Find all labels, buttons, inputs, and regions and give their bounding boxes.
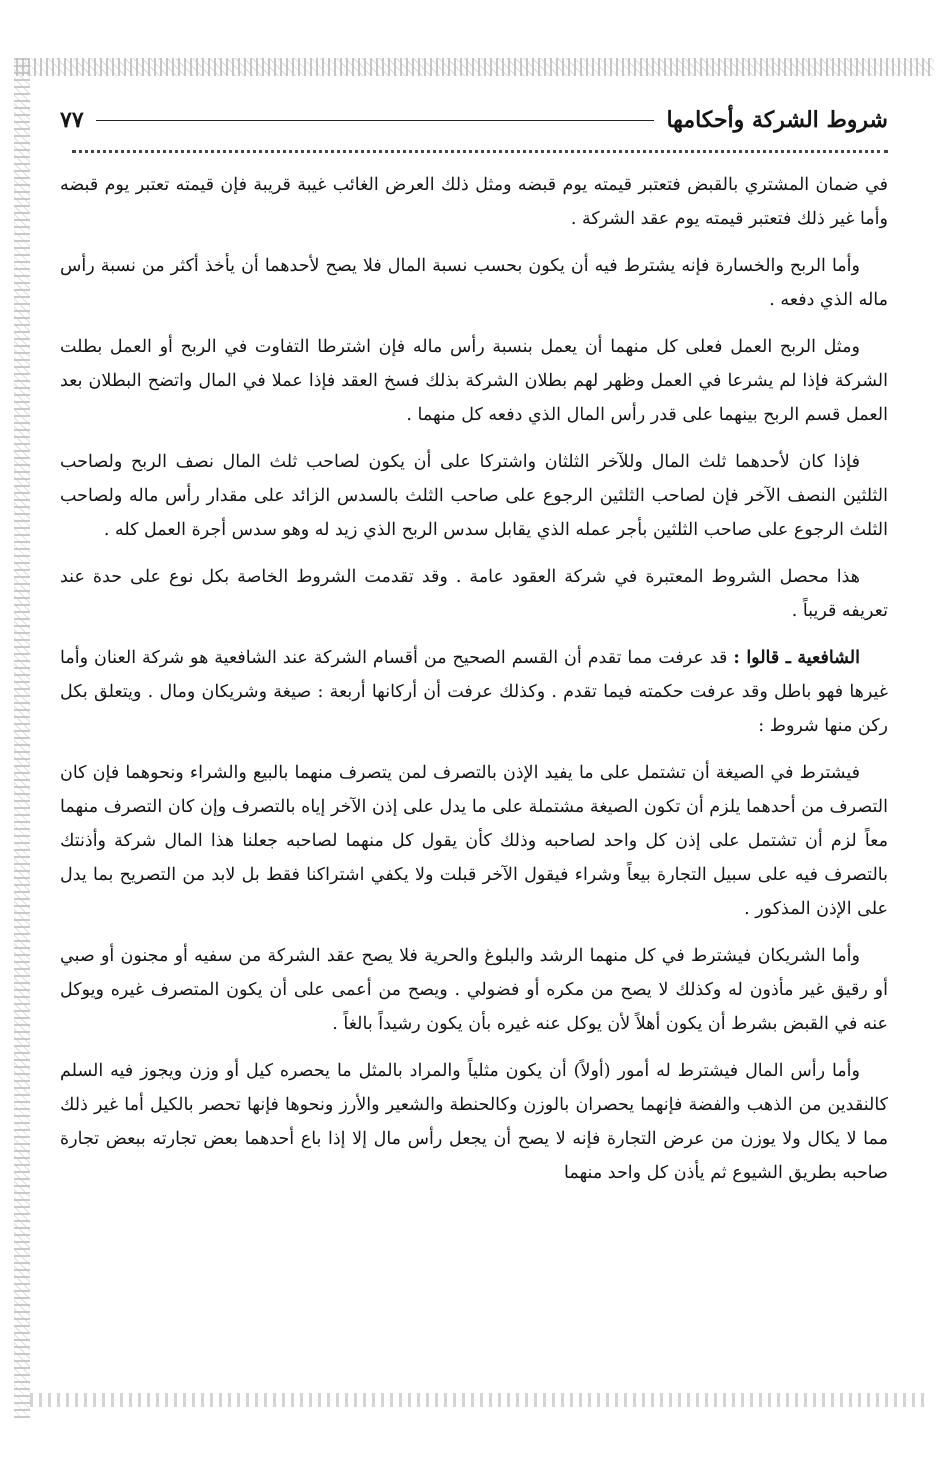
running-title: شروط الشركة وأحكامها	[666, 107, 888, 133]
paragraph-text: فيشترط في الصيغة أن تشتمل على ما يفيد الإذن بالتصرف لمن يتصرف منهما بالبيع والشراء ونحوهما فإن كان التصرف من أحدهما يلزم أن تكون الصيغة مشتملة على ما يدل على إذن الآخر إياه بالتصرف وإن كان التصرف منهما معاً لزم أن تشتمل على إذن كل واحد لصاحبه وذلك كأن يقول كل منهما لصاحبه جعلنا هذا المال شركة وأذنتك بالتصرف فيه على سبيل التجارة بيعاً وشراء فيقول الآخر قبلت ولا يكفي اشتراكنا فقط بل لابد من التصريح بما يدل على الإذن المذكور .	[60, 763, 888, 919]
decorative-border-left	[14, 58, 30, 1418]
page-header	[60, 100, 888, 140]
paragraph-text: وأما الربح والخسارة فإنه يشترط فيه أن يكون بحسب نسبة المال فلا يصح لأحدهما أن يأخذ أكثر من نسبة رأس ماله الذي دفعه .	[60, 256, 888, 310]
school-heading: الشافعية ـ قالوا :	[733, 648, 860, 668]
paragraph	[60, 168, 888, 236]
paragraph	[60, 249, 888, 317]
decorative-border-bottom	[30, 1393, 924, 1407]
paragraph	[60, 756, 888, 926]
paragraph-text: وأما رأس المال فيشترط له أمور (أولاً) أن يكون مثلياً والمراد بالمثل ما يحصره كيل أو وزن ويجوز فيه السلم كالنقدين من الذهب والفضة فإنهما يحصران بالوزن وكالحنطة والشعير والأرز ونحوها فإنها تحصر بالكيل أما غير ذلك مما لا يكال ولا يوزن من عرض التجارة فإنه لا يصح أن يجعل رأس مال إلا إذا باع أحدهما بعض تجارته ببعض تجارة صاحبه بطريق الشيوع ثم يأذن كل واحد منهما	[60, 1061, 888, 1183]
header-rule	[96, 120, 655, 121]
paragraph	[60, 560, 888, 628]
paragraph-text: في ضمان المشتري بالقبض فتعتبر قيمته يوم قبضه ومثل ذلك العرض الغائب غيبة قريبة فإن قيمته تعتبر يوم قبضه وأما غير ذلك فتعتبر قيمته يوم عقد الشركة .	[60, 175, 888, 229]
page-body	[60, 168, 888, 1380]
paragraph	[60, 330, 888, 432]
paragraph	[60, 445, 888, 547]
page-number: ٧٧	[60, 107, 84, 133]
paragraph-text: هذا محصل الشروط المعتبرة في شركة العقود عامة . وقد تقدمت الشروط الخاصة بكل نوع على حدة عند تعريفه قريباً .	[60, 567, 888, 621]
paragraph-text: قد عرفت مما تقدم أن القسم الصحيح من أقسام الشركة عند الشافعية هو شركة العنان وأما غيرها فهو باطل وقد عرفت حكمته فيما تقدم . وكذلك عرفت أن أركانها أربعة : صيغة وشريكان ومال . ويتعلق بكل ركن منها شروط :	[60, 648, 888, 736]
paragraph-text: ومثل الربح العمل فعلى كل منهما أن يعمل بنسبة رأس ماله فإن اشترطا التفاوت في الربح أو العمل بطلت الشركة فإذا لم يشرعا في العمل وظهر لهم بطلان الشركة بذلك فسخ العقد فإذا عملا في المال واتضح البطلان بعد العمل قسم الربح بينهما على قدر رأس المال الذي دفعه كل منهما .	[60, 337, 888, 425]
paragraph	[60, 939, 888, 1041]
paragraph	[60, 641, 888, 743]
decorative-border-top	[16, 58, 934, 76]
paragraph-text: وأما الشريكان فيشترط في كل منهما الرشد والبلوغ والحرية فلا يصح عقد الشركة من سفيه أو مجنون أو صبي أو رقيق غير مأذون له وكذلك لا يصح من مكره أو فضولي . ويصح من أعمى على أن يكون المتصرف غيره ويوكل عنه في القبض بشرط أن يكون أهلاً لأن يوكل عنه غيره بأن يكون رشيداً بالغاً .	[60, 946, 888, 1034]
paragraph	[60, 1054, 888, 1190]
dotted-separator	[72, 150, 888, 153]
paragraph-text: فإذا كان لأحدهما ثلث المال وللآخر الثلثان واشتركا على أن يكون لصاحب ثلث المال نصف الربح ولصاحب الثلثين النصف الآخر فإن لصاحب الثلثين الرجوع على صاحب الثلث بالسدس الزائد على مقدار رأس ماله ولصاحب الثلث الرجوع على صاحب الثلثين بأجر عمله الذي يقابل سدس الربح الذي زيد له وهو سدس أجرة العمل كله .	[60, 452, 888, 540]
